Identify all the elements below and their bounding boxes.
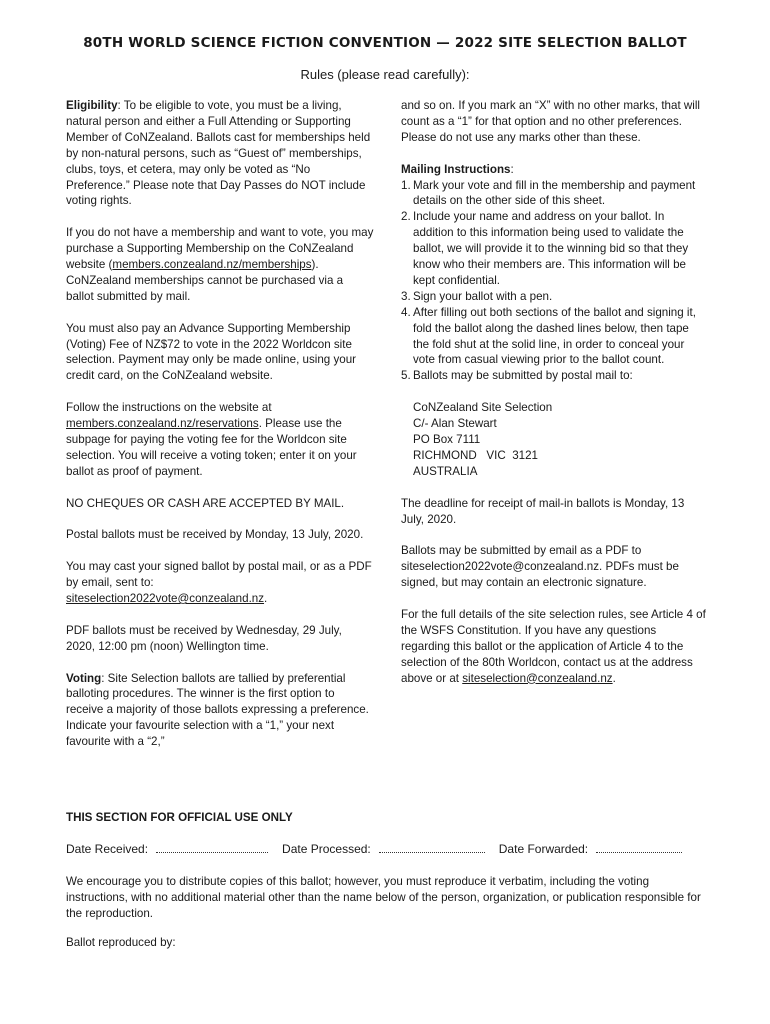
step-number: 2.	[401, 210, 411, 224]
mailing-colon: :	[510, 162, 514, 176]
step-text: After filling out both sections of the ballot and signing it, fold the ballot along the dashed lines below, then tape the fold shut at the solid line, in order to conceal your vote from casual viewing prior to the ballot count.	[413, 305, 696, 367]
cast-paragraph	[66, 559, 374, 607]
address-line: RICHMOND VIC 3121	[413, 448, 538, 462]
membership-text: If you do not have a membership and want to vote, you may purchase a Supporting Membership on the CoNZealand website (	[66, 226, 374, 272]
reservations-link[interactable]: members.conzealand.nz/reservations	[66, 417, 259, 431]
email-paragraph: Ballots may be submitted by email as a PDF to siteselection2022vote@conzealand.nz. PDFs must be signed, but may contain an electronic signature.	[401, 544, 679, 590]
mailing-heading	[401, 162, 707, 178]
official-use-heading: THIS SECTION FOR OFFICIAL USE ONLY	[66, 811, 293, 824]
date-forwarded-field[interactable]	[596, 841, 682, 853]
postal-deadline: Postal ballots must be received by Monday, 13 July, 2020.	[66, 528, 364, 542]
step-text: Sign your ballot with a pen.	[413, 289, 553, 303]
details-period: .	[612, 671, 616, 685]
step-number: 4.	[401, 305, 411, 319]
step-text: Mark your vote and fill in the membership and payment details on the other side of this sheet.	[413, 178, 696, 208]
step-text: Include your name and address on your ballot. In addition to this information being used to validate the ballot, we will provide it to the winning bid so that they know who their members are. This information will be kept confidential.	[413, 210, 689, 287]
eligibility-paragraph	[66, 98, 374, 209]
step-number: 5.	[401, 369, 411, 383]
address-line: AUSTRALIA	[413, 464, 478, 478]
mailing-step	[401, 209, 707, 289]
mailing-steps	[401, 178, 707, 385]
postal-address	[401, 400, 707, 480]
step-text: Ballots may be submitted by postal mail to:	[413, 369, 633, 383]
voting-paragraph	[66, 671, 374, 751]
voting-continued: and so on. If you mark an “X” with no other marks, that will count as a “1” for that option and no other preferences. Please do not use any marks other than these.	[401, 99, 700, 144]
eligibility-text: : To be eligible to vote, you must be a living, natural person and either a Full Attending or Supporting Member of CoNZealand. Ballots cast for memberships held by non-natural persons, such as “Guest of” memberships, clubs, toys, et cetera, may only be voted as “No Preference.” Please note that Day Passes do NOT include voting rights.	[66, 99, 371, 208]
mail-deadline: The deadline for receipt of mail-in ballots is Monday, 13 July, 2020.	[401, 496, 685, 526]
date-forwarded-label: Date Forwarded:	[498, 842, 589, 856]
mailing-label: Mailing Instructions	[401, 162, 511, 176]
right-column	[401, 98, 707, 702]
reproduction-notice: We encourage you to distribute copies of this ballot; however, you must reproduce it verbatim, including the voting instructions, with no additional material other than the name below of the person, organization, or publication responsible for the reproduction.	[66, 875, 701, 920]
mailing-step	[401, 289, 707, 305]
official-dates-row	[66, 841, 712, 856]
date-received-label: Date Received:	[66, 842, 149, 856]
membership-paragraph	[66, 225, 374, 305]
follow-text-end: . Please use the subpage for paying the voting fee for the Worldcon site selection. You will receive a voting token; enter it on your ballot as proof of payment.	[66, 417, 357, 478]
address-line: C/- Alan Stewart	[413, 417, 497, 431]
cast-text: You may cast your signed ballot by postal mail, or as a PDF by email, sent to:	[66, 560, 372, 590]
mailing-step	[401, 305, 707, 369]
rules-subtitle: Rules (please read carefully):	[300, 67, 470, 82]
fee-paragraph: You must also pay an Advance Supporting Membership (Voting) Fee of NZ$72 to vote in the 2022 Worldcon site selection. Payment may only be made online, using your credit card, on the CoNZealand website.	[66, 321, 357, 383]
left-column	[66, 98, 374, 766]
address-line: CoNZealand Site Selection	[413, 401, 553, 415]
vote-email-link[interactable]: siteselection2022vote@conzealand.nz	[66, 592, 265, 605]
cast-period: .	[264, 592, 268, 605]
follow-paragraph	[66, 400, 374, 480]
eligibility-label: Eligibility	[66, 99, 118, 112]
follow-text: Follow the instructions on the website at	[66, 401, 272, 415]
pdf-deadline: PDF ballots must be received by Wednesday, 29 July, 2020, 12:00 pm (noon) Wellington time.	[66, 623, 342, 653]
voting-label: Voting	[66, 671, 102, 685]
address-line: PO Box 7111	[413, 433, 481, 446]
voting-text: : Site Selection ballots are tallied by preferential balloting procedures. The winner is the first option to receive a majority of those ballots expressing a preference. Indicate your favourite selection with a “1,” your next favourite with a “2,”	[66, 671, 369, 749]
memberships-link[interactable]: members.conzealand.nz/memberships	[112, 258, 312, 272]
ballot-title: 80TH WORLD SCIENCE FICTION CONVENTION — 2022 SITE SELECTION BALLOT	[83, 35, 687, 51]
details-paragraph	[401, 607, 707, 687]
step-number: 1.	[401, 178, 411, 192]
no-cheques-notice: NO CHEQUES OR CASH ARE ACCEPTED BY MAIL.	[66, 496, 345, 510]
step-number: 3.	[401, 289, 411, 303]
mailing-step	[401, 178, 707, 210]
membership-text-end: ). CoNZealand memberships cannot be purchased via a ballot submitted by mail.	[66, 258, 344, 303]
site-selection-email-link[interactable]: siteselection@conzealand.nz	[462, 671, 613, 685]
mailing-step	[401, 368, 707, 384]
date-processed-field[interactable]	[379, 841, 485, 853]
date-received-field[interactable]	[156, 841, 268, 853]
details-text: For the full details of the site selection rules, see Article 4 of the WSFS Constitution. If you have any questions regarding this ballot or the application of Article 4 to the selection of the 80th Worldcon, contact us at the address above or at	[401, 607, 706, 685]
reproduced-by-label: Ballot reproduced by:	[66, 936, 176, 949]
date-processed-label: Date Processed:	[282, 842, 371, 856]
